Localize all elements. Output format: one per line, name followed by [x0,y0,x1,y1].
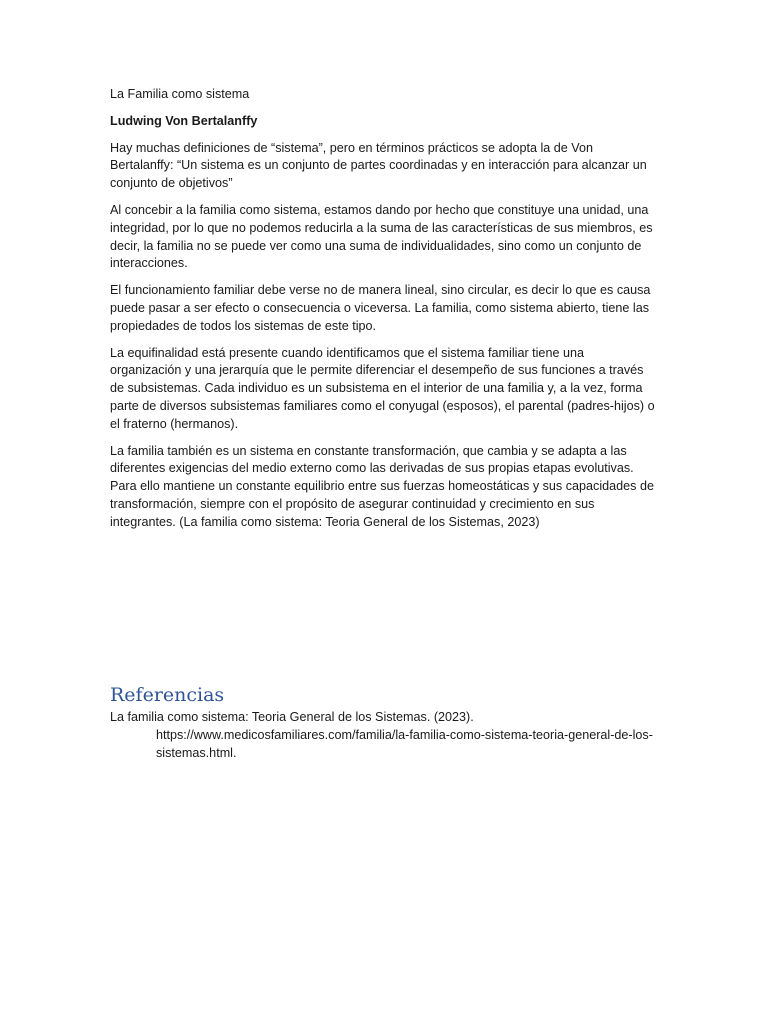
paragraph-equifinality: La equifinalidad está presente cuando identificamos que el sistema familiar tiene una organización y una jerarquía que le permite diferenciar el desempeño de sus funciones a través de subsistemas. Cada individuo es un subsistema en el interior de una familia y, a la vez, forma parte de diversos subsistemas familiares como el conyugal (esposos), el parental (padres-hijos) o el fraterno (hermanos). [110,345,655,431]
references-section [110,683,658,762]
reference-entry: La familia como sistema: Teoria General de los Sistemas. (2023). https://www.medicosfamiliares.com/familia/la-familia-como-sistema-teoria-general-de-los-sistemas.html. [110,710,653,760]
author-heading: Ludwing Von Bertalanffy [110,113,258,128]
references-heading: Referencias [110,684,225,706]
paragraph-unity: Al concebir a la familia como sistema, estamos dando por hecho que constituye una unidad, una integridad, por lo que no podemos reducirla a la suma de las características de sus miembros, es decir, la familia no se puede ver como una suma de individualidades, sino como un conjunto de interacciones. [110,202,653,271]
paragraph-circular: El funcionamiento familiar debe verse no de manera lineal, sino circular, es decir lo que es causa puede pasar a ser efecto o consecuencia o viceversa. La familia, como sistema abierto, tiene las propiedades de todos los sistemas de este tipo. [110,283,651,333]
document-body [110,86,658,541]
paragraph-transformation: La familia también es un sistema en constante transformación, que cambia y se adapta a las diferentes exigencias del medio externo como las derivadas de sus propias etapas evolutivas. Para ello mantiene un constante equilibrio entre sus fuerzas homeostáticas y sus capacidades de transformación, siempre con el propósito de asegurar continuidad y crecimiento en sus integrantes. (La familia como sistema: Teoria General de los Sistemas, 2023) [110,443,654,529]
paragraph-definition: Hay muchas definiciones de “sistema”, pero en términos prácticos se adopta la de Von Bertalanffy: “Un sistema es un conjunto de partes coordinadas y en interacción para alcanzar un conjunto de objetivos” [110,140,647,191]
document-title: La Familia como sistema [110,87,250,101]
